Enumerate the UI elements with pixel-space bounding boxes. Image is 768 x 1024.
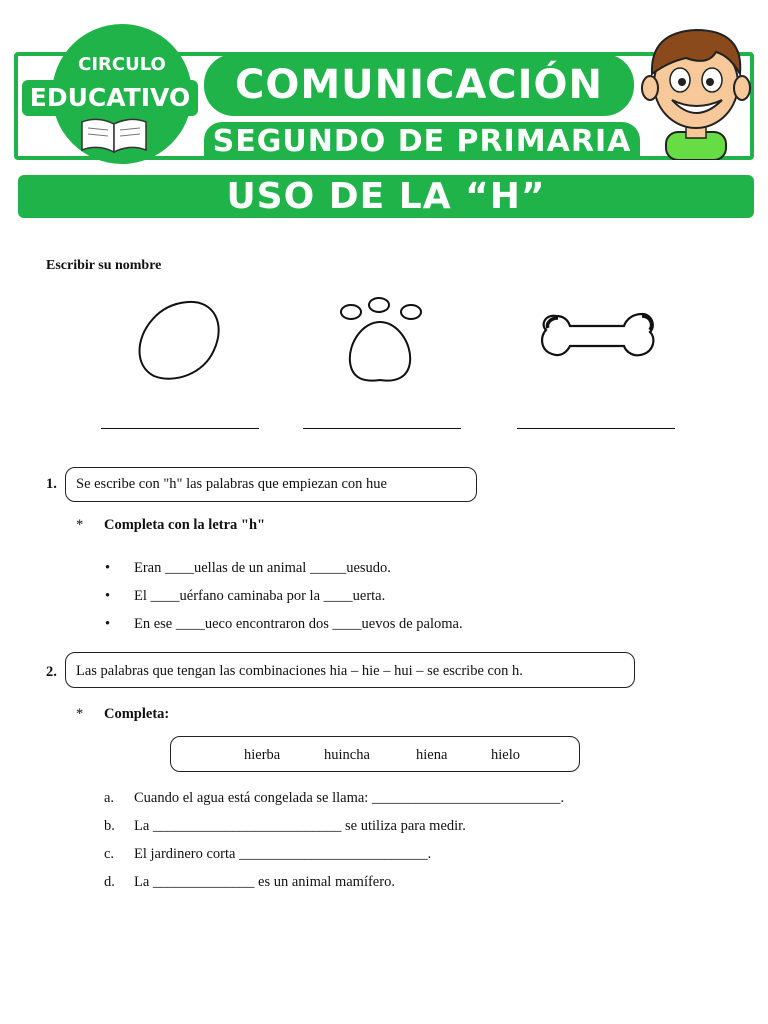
section1-item: El ____uérfano caminaba por la ____uerta. (134, 588, 386, 604)
word-bank-word: hielo (491, 747, 520, 763)
section1-star: * (76, 517, 84, 533)
section2-item-letter: c. (104, 846, 115, 862)
section2-rule-box (65, 652, 635, 688)
section2-item-text: La __________________________ se utiliza para medir. (134, 818, 466, 834)
section2-item-letter: d. (104, 874, 115, 890)
bullet: • (105, 616, 111, 632)
word-bank-word: hierba (244, 747, 281, 763)
section1-item: En ese ____ueco encontraron dos ____uevos de paloma. (134, 616, 463, 632)
boy-character-icon (638, 22, 754, 160)
bone-icon (538, 310, 658, 362)
grade-title: SEGUNDO DE PRIMARIA (212, 124, 632, 159)
grade-bar (204, 122, 640, 160)
section2-item-text: El jardinero corta __________________________. (134, 846, 432, 862)
logo-bottom-band (22, 80, 198, 116)
paw-print-icon (336, 296, 428, 384)
word-bank-word: hiena (416, 747, 448, 763)
subject-bar (204, 54, 634, 116)
section1-rule-box (65, 467, 477, 502)
section2-rule: Las palabras que tengan las combinaciones hia – hie – hui – se escribe con h. (76, 663, 523, 679)
section2-item-letter: b. (104, 818, 115, 834)
section1-number: 1. (46, 476, 57, 492)
section1-rule: Se escribe con "h" las palabras que empiezan con hue (76, 476, 387, 492)
section2-item-letter: a. (104, 790, 115, 806)
word-bank-word: huincha (324, 747, 370, 763)
bullet: • (105, 588, 111, 604)
section1-item: Eran ____uellas de un animal _____uesudo. (134, 560, 391, 576)
word-bank-box (170, 736, 580, 772)
section1-instruction: Completa con la letra "h" (104, 517, 266, 533)
section2-number: 2. (46, 664, 57, 680)
section2-item-text: La ______________ es un animal mamífero. (134, 874, 395, 890)
section2-item-text: Cuando el agua está congelada se llama: __________________________. (134, 790, 565, 806)
name-line-egg[interactable] (101, 428, 259, 429)
subject-title: COMUNICACIÓN (234, 62, 604, 108)
name-line-paw[interactable] (303, 428, 461, 429)
name-line-bone[interactable] (517, 428, 675, 429)
logo-bottom-text: EDUCATIVO (29, 83, 191, 112)
book-icon (78, 114, 150, 156)
name-prompt: Escribir su nombre (46, 258, 162, 273)
bullet: • (105, 560, 111, 576)
section2-instruction: Completa: (104, 706, 170, 722)
title-bar (18, 175, 754, 218)
logo-top-text: CIRCULO (78, 54, 166, 75)
section2-star: * (76, 706, 84, 722)
page-title: USO DE LA “H” (226, 176, 546, 217)
egg-icon (134, 298, 226, 384)
